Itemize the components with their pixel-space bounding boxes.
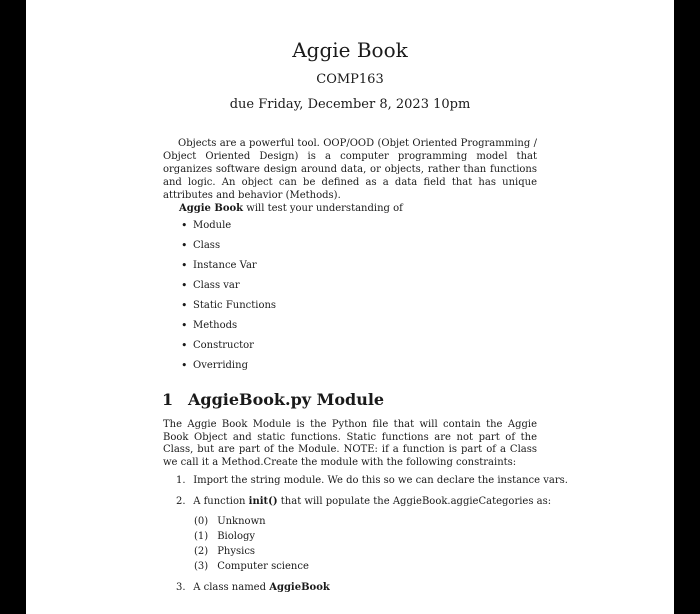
list-item: • Class var: [179, 279, 276, 299]
intro-text: Objects are a powerful tool. OOP/OOD (Objet Oriented Programming / Object Oriented Design) is a computer programming model that organizes software design around data, or objects, rather than functions and logic. An object can be defined as a data field that has unique attributes and behavior (Methods).: [163, 138, 537, 201]
section-title: AggieBook.py Module: [188, 390, 385, 409]
step-text-bold: AggieBook: [269, 582, 330, 593]
step-number: 1.: [176, 475, 186, 486]
step-text-pre: A function: [193, 496, 249, 507]
list-item: [194, 531, 309, 546]
category-code: (0): [194, 516, 209, 527]
section-number: 1: [162, 390, 174, 409]
due-date: due Friday, December 8, 2023 10pm: [229, 97, 471, 112]
category-label: Physics: [217, 546, 256, 557]
category-code: (3): [194, 561, 209, 572]
category-list: [194, 516, 309, 576]
step-text-post: that will populate the AggieBook.aggieCategories as:: [277, 496, 552, 507]
list-item: • Overriding: [179, 359, 276, 379]
document-title: Aggie Book: [292, 38, 408, 62]
step-text-bold: init(): [248, 496, 278, 507]
course-code: COMP163: [316, 72, 384, 87]
list-item: • Static Functions: [179, 299, 276, 319]
list-item: [194, 516, 309, 531]
category-code: (1): [194, 531, 209, 542]
category-label: Computer science: [217, 561, 309, 572]
step-1: [176, 475, 568, 486]
step-number: 3.: [176, 582, 186, 593]
section-paragraph: The Aggie Book Module is the Python file that will contain the Aggie Book Object and static functions. Static functions are not part of the Class, but are part of the Module. NOTE: if a function is part of a Class we call it a Method.Create the module with the following constraints:: [163, 419, 537, 468]
topic-list: [179, 219, 276, 379]
section-heading: [162, 390, 384, 409]
document-page: [26, 0, 674, 614]
step-2: [176, 496, 551, 507]
step-number: 2.: [176, 496, 186, 507]
category-label: Unknown: [217, 516, 266, 527]
list-item: • Methods: [179, 319, 276, 339]
tests-line: [179, 203, 403, 214]
step-text-pre: A class named: [193, 582, 270, 593]
list-item: • Constructor: [179, 339, 276, 359]
tests-rest: will test your understanding of: [243, 203, 403, 214]
list-item: [194, 546, 309, 561]
list-item: • Module: [179, 219, 276, 239]
list-item: • Class: [179, 239, 276, 259]
list-item: • Instance Var: [179, 259, 276, 279]
tests-bold: Aggie Book: [179, 203, 244, 214]
intro-paragraph: [163, 137, 537, 202]
category-label: Biology: [217, 531, 256, 542]
category-code: (2): [194, 546, 209, 557]
list-item: [194, 561, 309, 576]
step-text: Import the string module. We do this so we can declare the instance vars.: [193, 475, 568, 486]
step-3: [176, 582, 330, 593]
